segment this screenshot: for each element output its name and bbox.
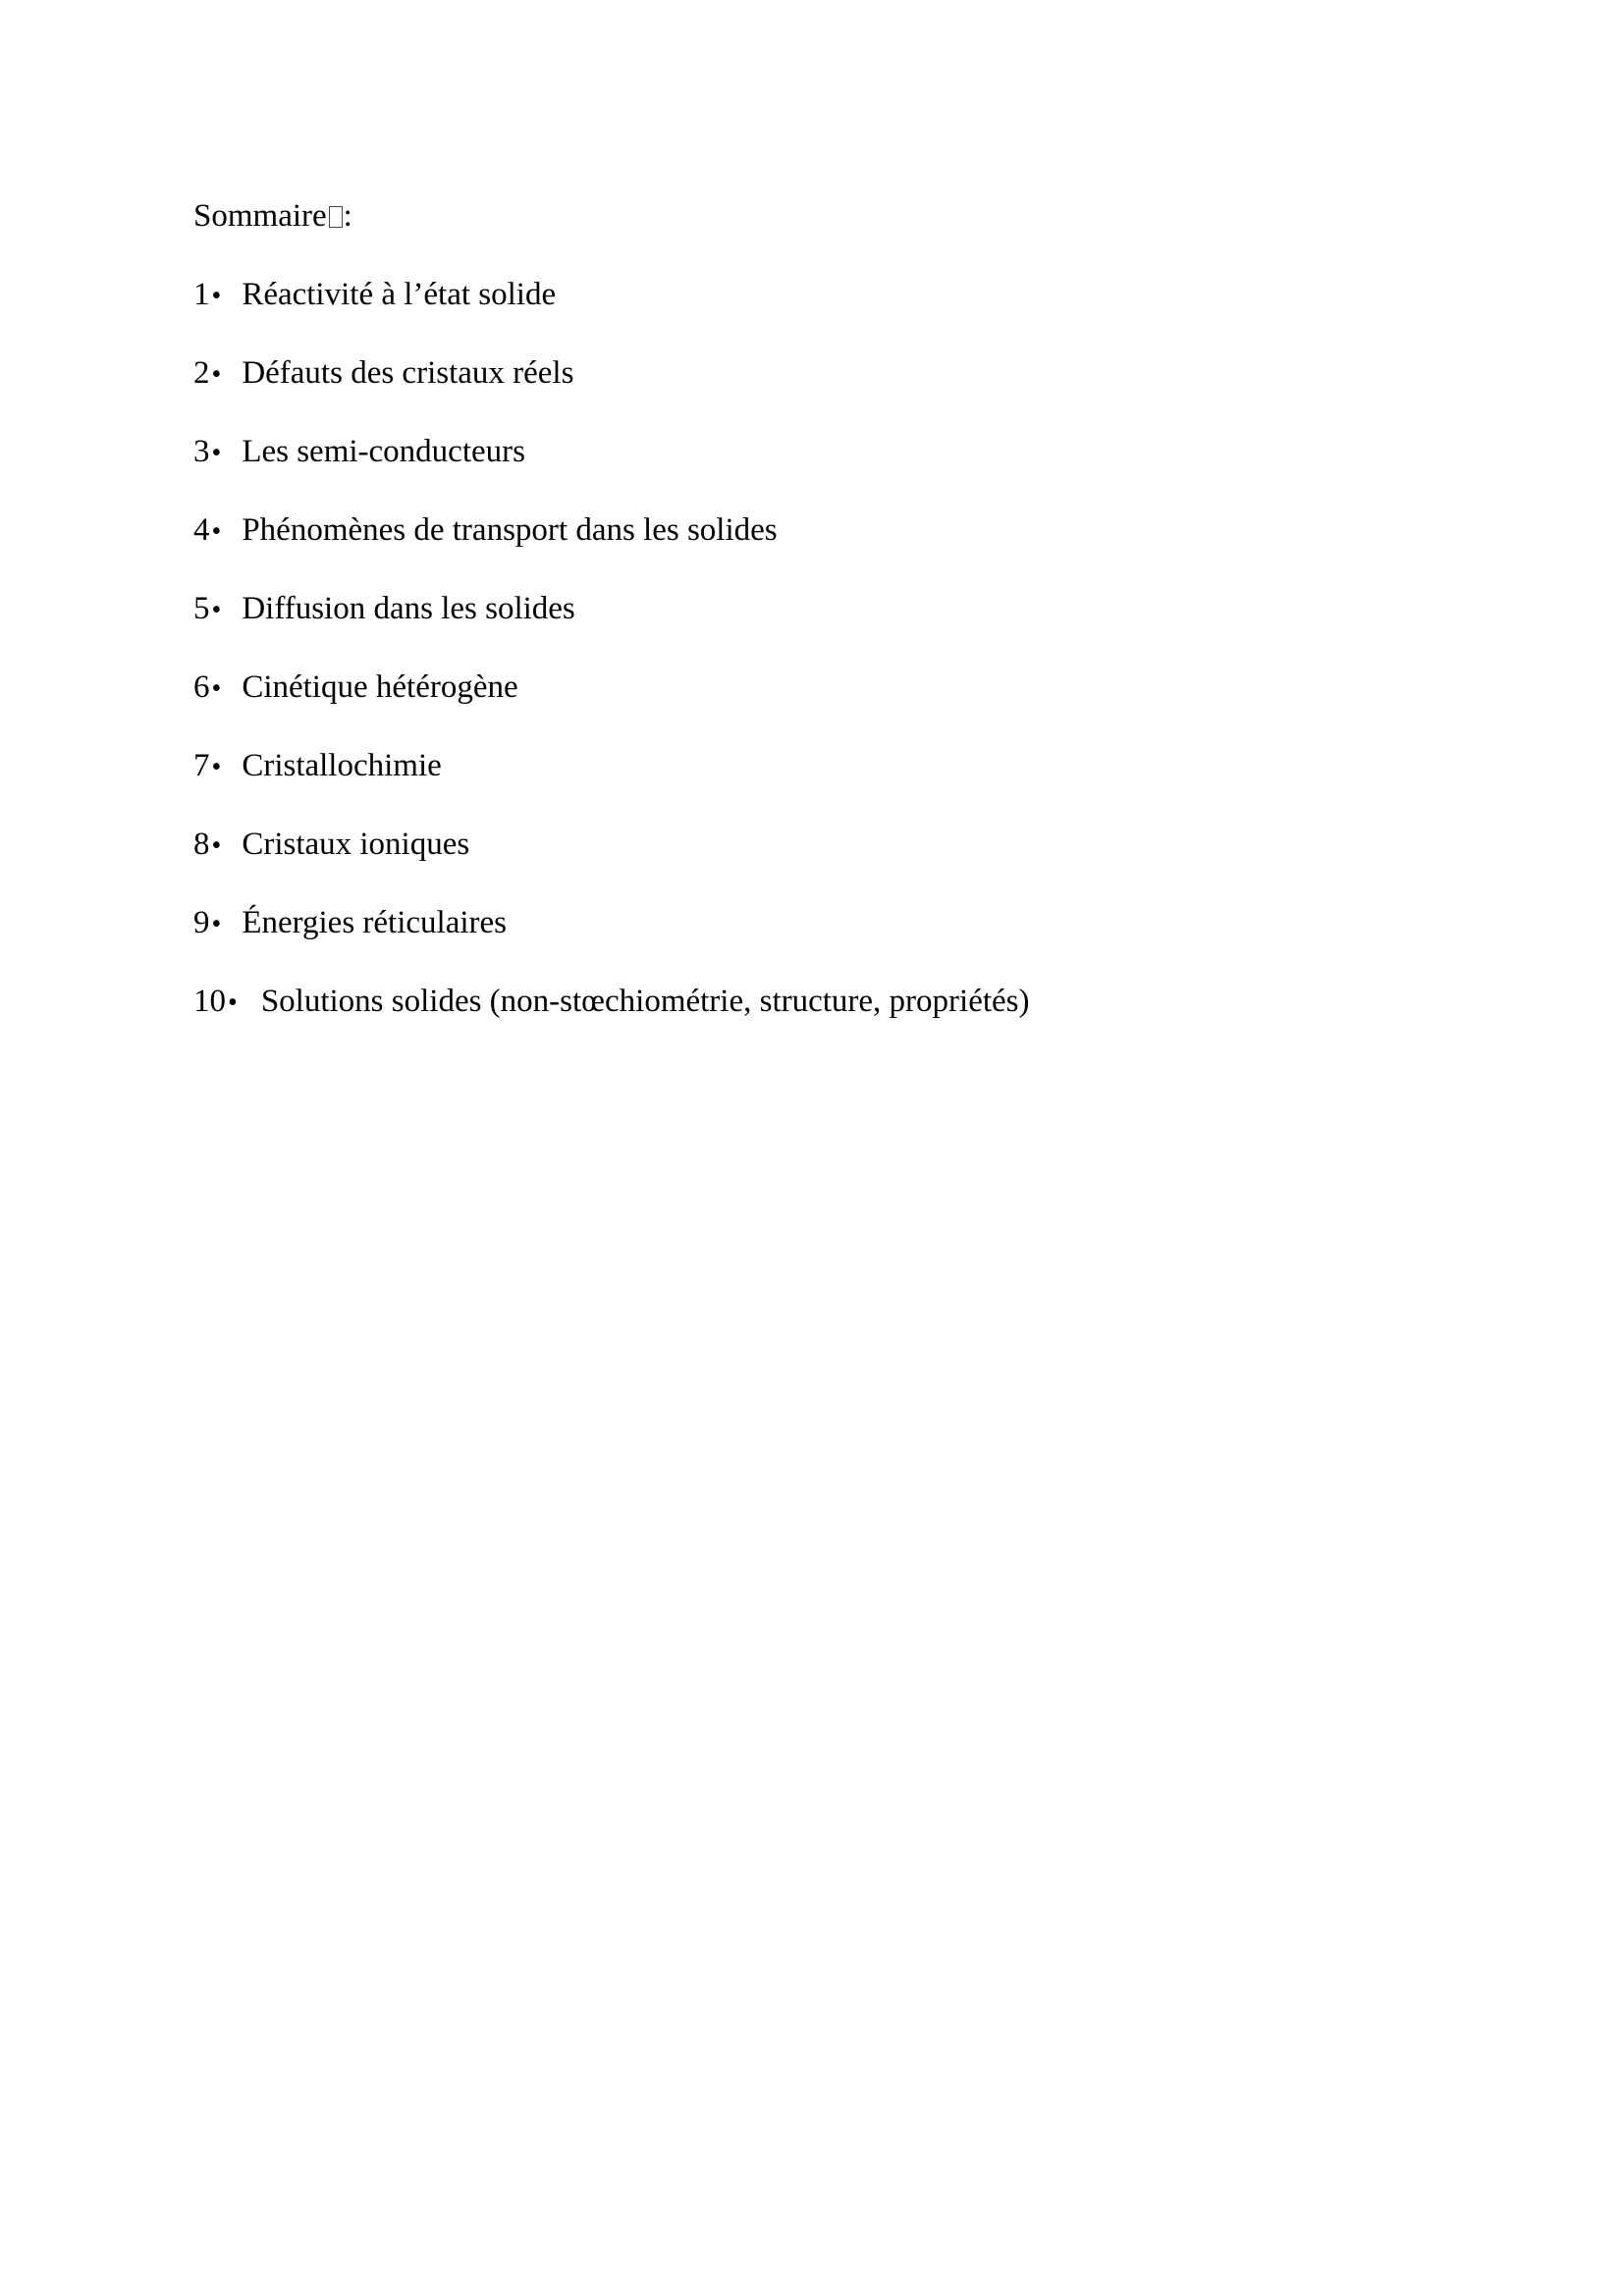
item-number: 4	[193, 512, 210, 548]
item-number: 10	[193, 984, 226, 1019]
bullet-icon: •	[211, 752, 222, 782]
bullet-icon: •	[211, 909, 222, 939]
item-label: Phénomènes de transport dans les solides	[242, 512, 778, 548]
bullet-icon: •	[211, 281, 222, 311]
list-item	[193, 507, 1421, 554]
item-number: 7	[193, 748, 210, 783]
item-number: 8	[193, 827, 210, 862]
bullet-icon: •	[211, 595, 222, 625]
bullet-icon: •	[211, 438, 222, 468]
list-item	[193, 978, 1421, 1025]
toc-heading-text: Sommaire	[193, 198, 327, 234]
list-item	[193, 899, 1421, 946]
item-number: 9	[193, 905, 210, 940]
toc-heading	[193, 192, 1421, 240]
list-item	[193, 742, 1421, 789]
bullet-icon: •	[211, 516, 222, 547]
item-number: 3	[193, 434, 210, 469]
item-label: Les semi-conducteurs	[242, 434, 525, 469]
list-item	[193, 349, 1421, 397]
list-item	[193, 271, 1421, 318]
bullet-icon: •	[211, 673, 222, 704]
bullet-icon: •	[211, 359, 222, 390]
toc-heading-colon: :	[343, 198, 352, 234]
list-item	[193, 664, 1421, 711]
toc-list	[193, 271, 1421, 1025]
list-item	[193, 428, 1421, 475]
item-label: Énergies réticulaires	[242, 905, 508, 940]
bullet-icon: •	[211, 830, 222, 861]
item-label: Cinétique hétérogène	[242, 669, 518, 705]
list-item	[193, 821, 1421, 868]
item-number: 2	[193, 355, 210, 391]
missing-glyph-box-icon	[329, 206, 343, 228]
list-item	[193, 585, 1421, 632]
item-label: Diffusion dans les solides	[242, 591, 575, 626]
bullet-icon: •	[228, 988, 238, 1018]
item-number: 5	[193, 591, 210, 626]
item-label: Défauts des cristaux réels	[242, 355, 574, 391]
item-label: Solutions solides (non-stœchiométrie, structure, propriétés)	[260, 984, 1030, 1019]
item-number: 6	[193, 669, 210, 705]
item-label: Cristallochimie	[242, 748, 442, 783]
table-of-contents	[193, 192, 1421, 1056]
item-number: 1	[193, 277, 210, 312]
item-label: Réactivité à l’état solide	[242, 277, 557, 312]
item-label: Cristaux ioniques	[242, 827, 470, 862]
